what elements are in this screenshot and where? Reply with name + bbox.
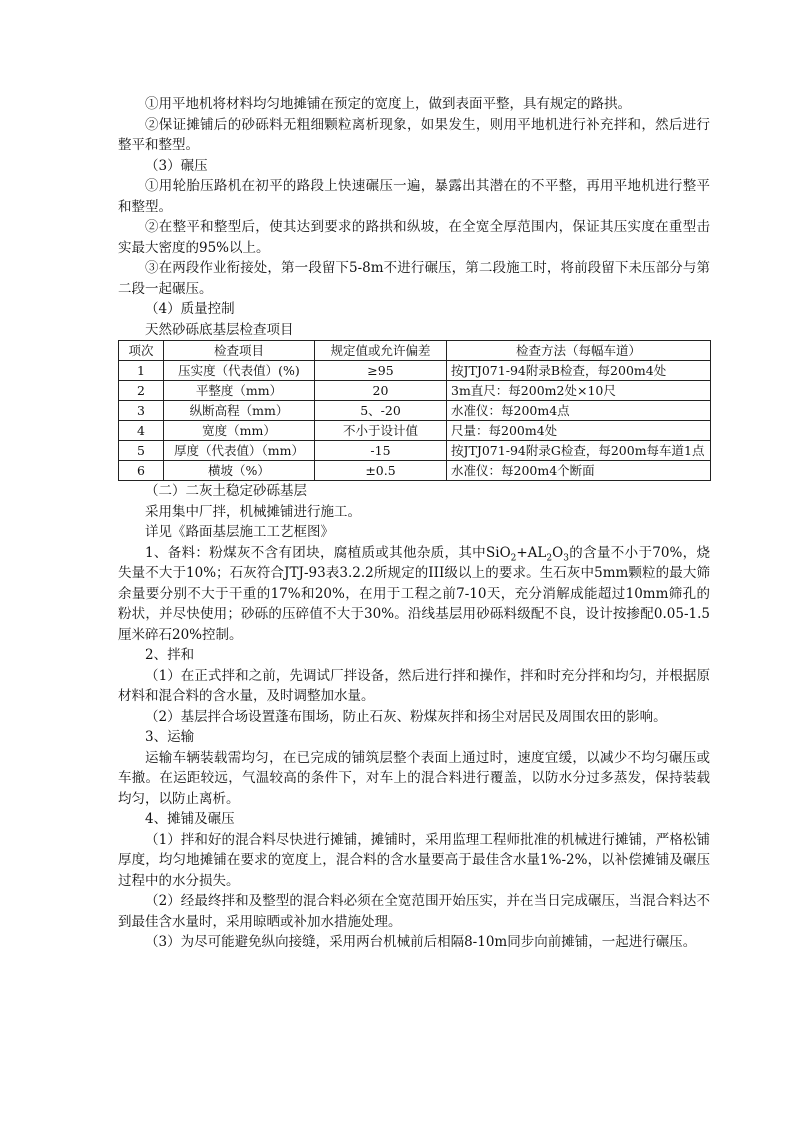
table-cell: 1 bbox=[119, 361, 164, 381]
paragraph: 详见《路面基层施工工艺框图》 bbox=[145, 524, 334, 540]
table-cell: 不小于设计值 bbox=[315, 421, 447, 441]
table-row bbox=[119, 381, 711, 401]
paragraph: （2）经最终拌和及整型的混合料必须在全宽范围开始压实，并在当日完成碾压，当混合料达不到最佳含水量时，采用晾晒或补加水措施处理。 bbox=[118, 893, 710, 930]
table-caption: 天然砂砾底基层检查项目 bbox=[145, 321, 294, 338]
paragraph: （1）拌和好的混合料尽快进行摊铺，摊铺时，采用监理工程师批准的机械进行摊铺，严格松铺厚度，均匀地摊铺在要求的宽度上，混合料的含水量要高于最佳含水量1%-2%，以补偿摊铺及碾压过程中的水分损失。 bbox=[118, 831, 710, 889]
inspection-table bbox=[118, 340, 711, 481]
paragraph: 采用集中厂拌，机械摊铺进行施工。 bbox=[145, 503, 361, 520]
table-row bbox=[119, 441, 711, 461]
section-heading: 4、摊铺及碾压 bbox=[145, 811, 235, 827]
table-cell: 5、-20 bbox=[315, 401, 447, 421]
table-cell: 4 bbox=[119, 421, 164, 441]
table-row bbox=[119, 401, 711, 421]
table-row bbox=[119, 421, 711, 441]
section-heading: （3）碾压 bbox=[145, 157, 208, 174]
paragraph-materials bbox=[118, 543, 710, 646]
paragraph: ③在两段作业衔接处，第一段留下5-8m不进行碾压，第二段施工时，将前段留下未压部分与第二段一起碾压。 bbox=[118, 260, 710, 297]
table-header-cell: 项次 bbox=[119, 341, 164, 361]
table-cell: 宽度（mm） bbox=[164, 421, 315, 441]
subscript: 2 bbox=[546, 553, 553, 564]
table-cell: 厚度（代表值）（mm） bbox=[164, 441, 315, 461]
document-page bbox=[118, 94, 710, 953]
table-cell: 按JTJ071-94附录G检查，每200m每车道1点 bbox=[447, 441, 711, 461]
table-cell: 20 bbox=[315, 381, 447, 401]
table-cell: 按JTJ071-94附录B检查，每200m4处 bbox=[447, 361, 711, 381]
table-cell: 平整度（mm） bbox=[164, 381, 315, 401]
table-header-cell: 检查方法（每幅车道） bbox=[447, 341, 711, 361]
subscript: 3 bbox=[563, 553, 569, 564]
table-row bbox=[119, 461, 711, 481]
table-cell: -15 bbox=[315, 441, 447, 461]
table-cell: 5 bbox=[119, 441, 164, 461]
section-heading: 3、运输 bbox=[145, 729, 195, 745]
table-cell: ±0.5 bbox=[315, 461, 447, 481]
text-run: +AL bbox=[516, 544, 547, 561]
paragraph: （1）在正式拌和之前，先调试厂拌设备，然后进行拌和操作，拌和时充分拌和均匀，并根据原材料和混合料的含水量，及时调整加水量。 bbox=[118, 667, 710, 704]
paragraph: （2）基层拌合场设置蓬布围场，防止石灰、粉煤灰拌和扬尘对居民及周围农田的影响。 bbox=[145, 708, 667, 725]
subscript: 2 bbox=[510, 553, 517, 564]
text-run: O bbox=[552, 544, 564, 561]
table-row bbox=[119, 361, 711, 381]
table-cell: 压实度（代表值）(%) bbox=[164, 361, 315, 381]
table-cell: 2 bbox=[119, 381, 164, 401]
table-header-cell: 规定值或允许偏差 bbox=[315, 341, 447, 361]
section-heading: 2、拌和 bbox=[145, 647, 195, 663]
table-cell: 水准仪：每200m4点 bbox=[447, 401, 711, 421]
section-heading: （4）质量控制 bbox=[145, 301, 235, 317]
table-header-cell: 检查项目 bbox=[164, 341, 315, 361]
table-cell: 6 bbox=[119, 461, 164, 481]
text-run: 1、备料：粉煤灰不含有团块，腐植质或其他杂质，其中SiO bbox=[145, 544, 511, 561]
paragraph: 运输车辆装载需均匀，在已完成的铺筑层整个表面上通过时，速度宜缓，以减少不均匀碾压或车撤。在运距较远，气温较高的条件下，对车上的混合料进行覆盖，以防水分过多蒸发，保持装载均匀，以防止离析。 bbox=[118, 749, 710, 807]
paragraph: ②在整平和整型后，使其达到要求的路拱和纵坡，在全宽全厚范围内，保证其压实度在重型击实最大密度的95%以上。 bbox=[118, 219, 710, 256]
table-cell: 尺量：每200m4处 bbox=[447, 421, 711, 441]
table-cell: 3 bbox=[119, 401, 164, 421]
text-run: 的含量不小于70%，烧失量不大于10%；石灰符合JTJ-93表3.2.2所规定的III级以上的要求。生石灰中5mm颗粒的最大筛余量要分别不大于干重的17%和20%，在用于工程之前7-10天，充分消解成能超过10mm筛孔的粉状，并尽快使用；砂砾的压碎值不大于30%。沿线基层用砂砾料级配不良，设计按掺配0.05-1.5厘米碎石20%控制。 bbox=[118, 544, 710, 643]
paragraph: ①用轮胎压路机在初平的路段上快速碾压一遍，暴露出其潜在的不平整，再用平地机进行整平和整型。 bbox=[118, 178, 710, 215]
section-title: （二）二灰土稳定砂砾基层 bbox=[145, 483, 307, 499]
paragraph: ②保证摊铺后的砂砾料无粗细颗粒离析现象，如果发生，则用平地机进行补充拌和，然后进行整平和整型。 bbox=[118, 116, 710, 153]
paragraph: （3）为尽可能避免纵向接缝，采用两台机械前后相隔8-10m同步向前摊铺，一起进行碾压。 bbox=[145, 934, 697, 950]
table-cell: ≥95 bbox=[315, 361, 447, 381]
table-cell: 横坡（%） bbox=[164, 461, 315, 481]
table-cell: 纵断高程（mm） bbox=[164, 401, 315, 421]
table-header-row bbox=[119, 341, 711, 361]
table-cell: 3m直尺：每200m2处×10尺 bbox=[447, 381, 711, 401]
table-cell: 水准仪：每200m4个断面 bbox=[447, 461, 711, 481]
paragraph: ①用平地机将材料均匀地摊铺在预定的宽度上，做到表面平整，具有规定的路拱。 bbox=[145, 96, 631, 112]
